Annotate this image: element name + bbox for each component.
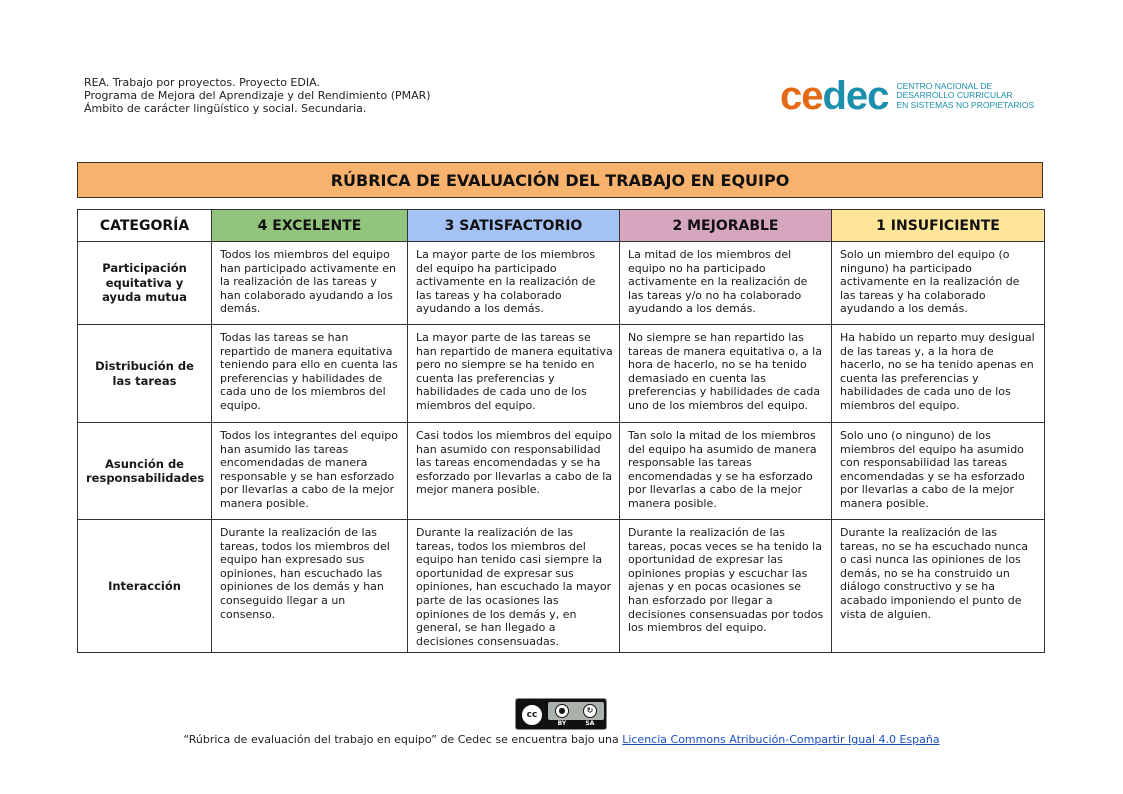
license-notice (0, 733, 1123, 746)
criterion-cell: Todos los miembros del equipo han participado activamente en la realización de las tareas y han colaborado ayudando a los demás. (212, 242, 408, 325)
criterion-cell: Ha habido un reparto muy desigual de las tareas y, a la hora de hacerlo, no se ha tenido apenas en cuenta las preferencias y habilidades de cada uno de los miembros del equipo. (832, 325, 1045, 423)
cedec-logo (780, 76, 1034, 116)
category-cell: Distribución de las tareas (78, 325, 212, 423)
criterion-cell: La mayor parte de las tareas se han repartido de manera equitativa pero no siempre se ha tenido en cuenta las preferencias y habilidades de cada uno de los miembros del equipo. (408, 325, 620, 423)
criterion-cell: La mayor parte de los miembros del equipo ha participado activamente en la realización de las tareas y ha colaborado ayudando a los demás. (408, 242, 620, 325)
share-alike-icon: ↻ (583, 704, 597, 718)
cc-license-badge[interactable] (515, 698, 607, 730)
table-row (78, 242, 1045, 325)
info-line-program: Programa de Mejora del Aprendizaje y del Rendimiento (PMAR) (84, 89, 431, 102)
category-cell: Asunción de responsabilidades (78, 423, 212, 520)
table-row (78, 325, 1045, 423)
attribution-icon: ● (555, 704, 569, 718)
cedec-logo-subtitle: CENTRO NACIONAL DE DESARROLLO CURRICULAR EN SISTEMAS NO PROPIETARIOS (896, 80, 1035, 110)
criterion-cell: Todos los integrantes del equipo han asumido las tareas encomendadas de manera responsable y se han esforzado por llevarlas a cabo de la mejor manera posible. (212, 423, 408, 520)
category-cell: Participación equitativa y ayuda mutua (78, 242, 212, 325)
header-mejorable: 2 MEJORABLE (620, 210, 832, 242)
table-row (78, 520, 1045, 653)
rubric-title: RÚBRICA DE EVALUACIÓN DEL TRABAJO EN EQUIPO (77, 162, 1043, 198)
criterion-cell: Durante la realización de las tareas, todos los miembros del equipo han tenido casi siempre la oportunidad de expresar sus opiniones, han escuchado la mayor parte de las ocasiones las opiniones de los demás y, en general, se han llegado a decisiones consensuadas. (408, 520, 620, 653)
badge-by-label: BY (557, 720, 567, 727)
header-row (78, 210, 1045, 242)
criterion-cell: La mitad de los miembros del equipo no ha participado activamente en la realización de las tareas y/o no ha colaborado ayudando a los demás. (620, 242, 832, 325)
criterion-cell: Solo un miembro del equipo (o ninguno) ha participado activamente en la realización de las tareas y ha colaborado ayudando a los demás. (832, 242, 1045, 325)
header-satisfactorio: 3 SATISFACTORIO (408, 210, 620, 242)
license-notice-text: “Rúbrica de evaluación del trabajo en equipo” de Cedec se encuentra bajo una (183, 733, 623, 746)
criterion-cell: Durante la realización de las tareas, todos los miembros del equipo han expresado sus opiniones, han escuchado las opiniones de los demás y han conseguido llegar a un consenso. (212, 520, 408, 653)
document-info (84, 76, 431, 115)
rubric-table (77, 209, 1045, 653)
cc-icon: cc (520, 703, 544, 727)
info-line-scope: Ámbito de carácter lingüístico y social. Secundaria. (84, 102, 367, 115)
header-excelente: 4 EXCELENTE (212, 210, 408, 242)
criterion-cell: Todas las tareas se han repartido de manera equitativa teniendo para ello en cuenta las preferencias y habilidades de cada uno de los miembros del equipo. (212, 325, 408, 423)
criterion-cell: Casi todos los miembros del equipo han asumido con responsabilidad las tareas encomendadas y se ha esforzado por llevarlas a cabo de la mejor manera posible. (408, 423, 620, 520)
category-cell: Interacción (78, 520, 212, 653)
criterion-cell: No siempre se han repartido las tareas de manera equitativa o, a la hora de hacerlo, no se ha tenido demasiado en cuenta las preferencias y habilidades de cada uno de los miembros del equipo. (620, 325, 832, 423)
criterion-cell: Durante la realización de las tareas, no se ha escuchado nunca o casi nunca las opiniones de los demás, no se ha construido un diálogo constructivo y se ha acabado imponiendo el punto de vista de alguien. (832, 520, 1045, 653)
cedec-logo-word: cedec (780, 74, 889, 118)
header-category: CATEGORÍA (78, 210, 212, 242)
criterion-cell: Tan solo la mitad de los miembros del equipo ha asumido de manera responsable las tareas encomendadas y se ha esforzado por llevarlas a cabo de la mejor manera posible. (620, 423, 832, 520)
header-insuficiente: 1 INSUFICIENTE (832, 210, 1045, 242)
criterion-cell: Durante la realización de las tareas, pocas veces se ha tenido la oportunidad de expresar las opiniones propias y escuchar las ajenas y en pocas ocasiones se han esforzado por llegar a decisiones consensuadas por todos los miembros del equipo. (620, 520, 832, 653)
license-link[interactable]: Licencia Commons Atribución-Compartir Igual 4.0 España (622, 733, 940, 746)
badge-sa-label: SA (585, 720, 595, 727)
info-line-project: REA. Trabajo por proyectos. Proyecto EDIA. (84, 76, 320, 89)
criterion-cell: Solo uno (o ninguno) de los miembros del equipo ha asumido con responsabilidad las tareas encomendadas y se ha esforzado por llevarlas a cabo de la mejor manera posible. (832, 423, 1045, 520)
table-row (78, 423, 1045, 520)
